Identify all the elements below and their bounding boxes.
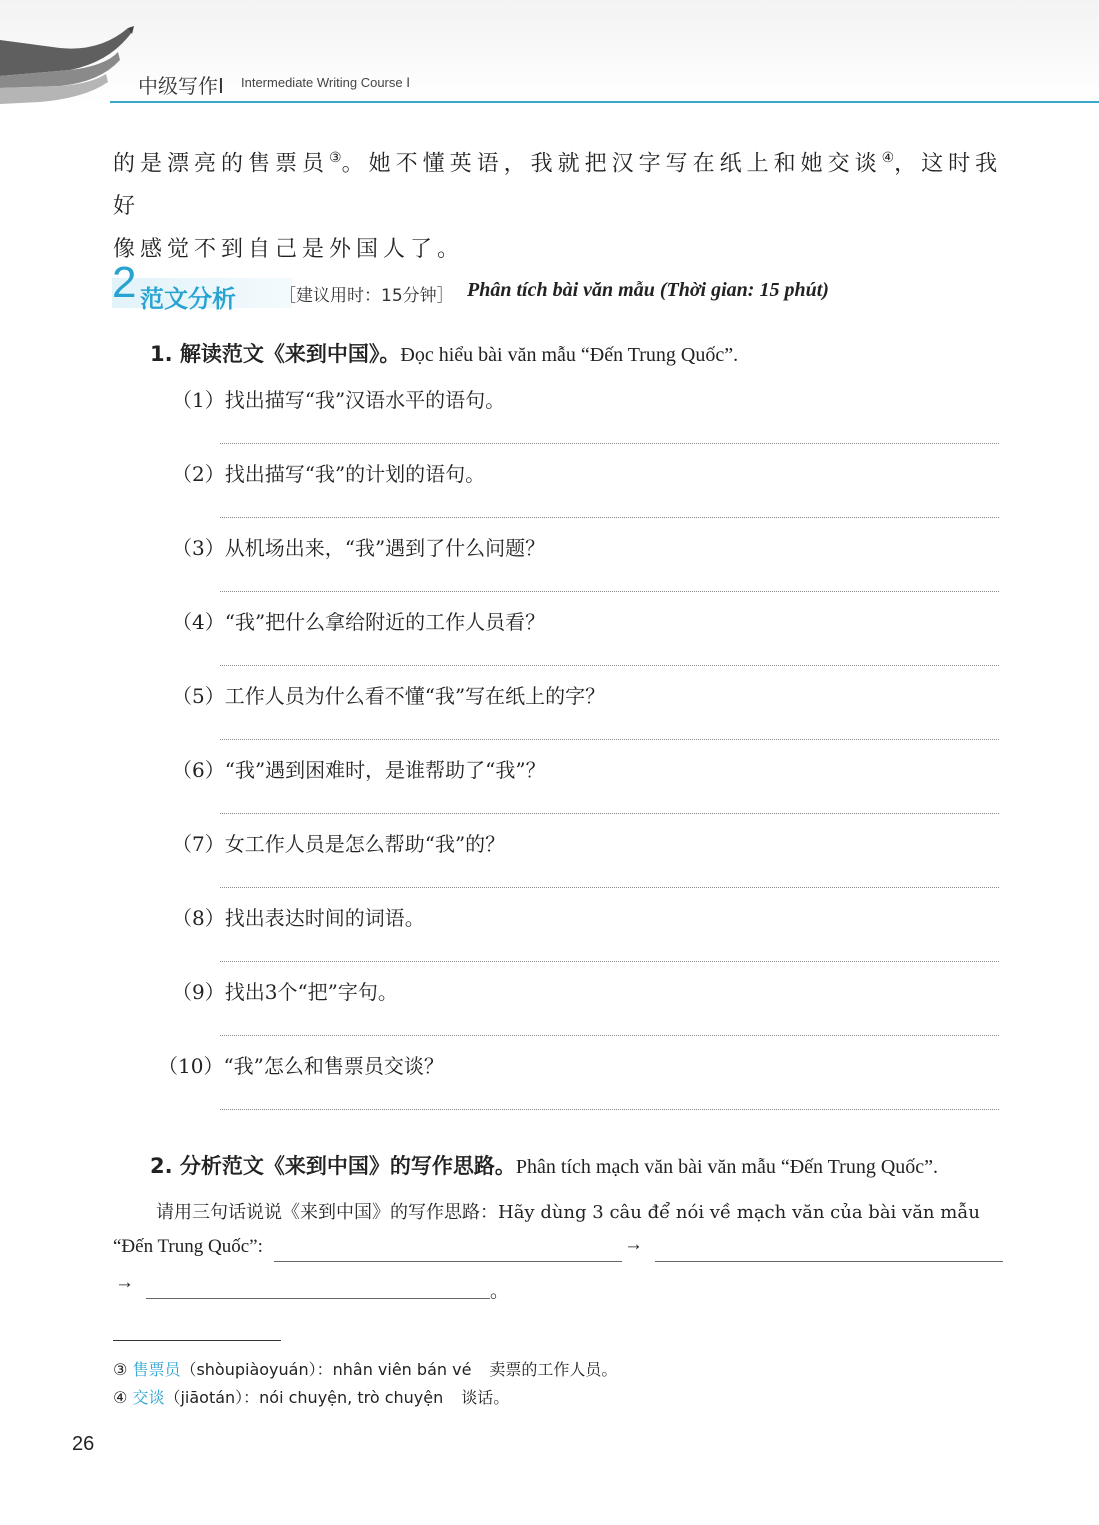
section-title: 范文分析 xyxy=(140,285,236,313)
footnote-4: ④ 交谈（jiāotán）：nói chuyện, trò chuyện 谈话。 xyxy=(113,1388,510,1407)
page-header xyxy=(0,0,1099,104)
footnote-divider xyxy=(113,1340,281,1341)
answer-line-4[interactable] xyxy=(220,665,999,666)
answer-line-8[interactable] xyxy=(220,961,999,962)
header-title-en: Intermediate Writing Course Ⅰ xyxy=(241,75,411,90)
section-time-note: ［建议用时：15分钟］ xyxy=(279,286,454,306)
arrow-icon: → xyxy=(115,1272,134,1293)
task-2-label-vi: Phân tích mạch văn bài văn mẫu “Đến Trung Quốc”. xyxy=(515,1156,939,1178)
intro-line-2: 像感觉不到自己是外国人了。 xyxy=(113,237,465,263)
question-3: （3）从机场出来，“我”遇到了什么问题？ xyxy=(172,536,546,560)
blank-sentence-2[interactable] xyxy=(655,1261,1003,1262)
question-6: （6）“我”遇到困难时，是谁帮助了“我”？ xyxy=(172,758,546,782)
task-2-instruction-line-2: “Đến Trung Quốc”: xyxy=(113,1236,263,1257)
question-9: （9）找出3个“把”字句。 xyxy=(172,980,398,1004)
footnote-term: 售票员 xyxy=(132,1360,181,1379)
answer-line-10[interactable] xyxy=(220,1109,999,1110)
task-1-heading xyxy=(150,338,738,368)
end-mark: 。 xyxy=(490,1281,510,1302)
answer-line-2[interactable] xyxy=(220,517,999,518)
footnote-ref-3: ③ xyxy=(329,150,342,166)
question-7: （7）女工作人员是怎么帮助“我”的？ xyxy=(172,832,506,856)
section-title-vi: Phân tích bài văn mẫu (Thời gian: 15 phút) xyxy=(467,279,829,301)
blank-sentence-3[interactable] xyxy=(146,1298,490,1299)
footnote-term: 交谈 xyxy=(132,1388,165,1407)
question-4: （4）“我”把什么拿给附近的工作人员看？ xyxy=(172,610,546,634)
arrow-icon: → xyxy=(624,1234,643,1255)
section-number: 2 xyxy=(112,258,137,307)
intro-paragraph xyxy=(113,137,1013,271)
answer-line-1[interactable] xyxy=(220,443,999,444)
blank-sentence-1[interactable] xyxy=(274,1261,622,1262)
answer-line-9[interactable] xyxy=(220,1035,999,1036)
question-8: （8）找出表达时间的词语。 xyxy=(172,906,425,930)
question-10: （10）“我”怎么和售票员交谈？ xyxy=(158,1054,444,1078)
question-2: （2）找出描写“我”的计划的语句。 xyxy=(172,462,486,486)
task-2-label-cn: 2. 分析范文《来到中国》的写作思路。 xyxy=(150,1154,516,1178)
question-5: （5）工作人员为什么看不懂“我”写在纸上的字？ xyxy=(172,684,606,708)
footnote-ref-4: ④ xyxy=(881,150,895,166)
page-number: 26 xyxy=(72,1433,95,1455)
answer-line-7[interactable] xyxy=(220,887,999,888)
intro-line-1: 的是漂亮的售票员③。她不懂英语，我就把汉字写在纸上和她交谈④，这时我好 xyxy=(113,150,1003,220)
answer-line-3[interactable] xyxy=(220,591,999,592)
answer-line-6[interactable] xyxy=(220,813,999,814)
task-1-label-cn: 1. 解读范文《来到中国》。 xyxy=(150,342,401,366)
header-title-cn: 中级写作Ⅰ xyxy=(138,74,224,98)
task-1-label-vi: Đọc hiểu bài văn mẫu “Đến Trung Quốc”. xyxy=(400,344,739,366)
roof-eave-icon xyxy=(0,26,140,106)
question-1: （1）找出描写“我”汉语水平的语句。 xyxy=(172,388,506,412)
task-2-heading xyxy=(150,1150,938,1180)
answer-line-5[interactable] xyxy=(220,739,999,740)
task-2-instruction-line-1: 请用三句话说说《来到中国》的写作思路：Hãy dùng 3 câu để nói về mạch văn của bài văn mẫu xyxy=(156,1202,980,1223)
footnote-3: ③ 售票员（shòupiàoyuán）：nhân viên bán vé 卖票的工作人员。 xyxy=(113,1360,618,1379)
section-header xyxy=(112,258,892,313)
header-divider xyxy=(110,101,1099,103)
